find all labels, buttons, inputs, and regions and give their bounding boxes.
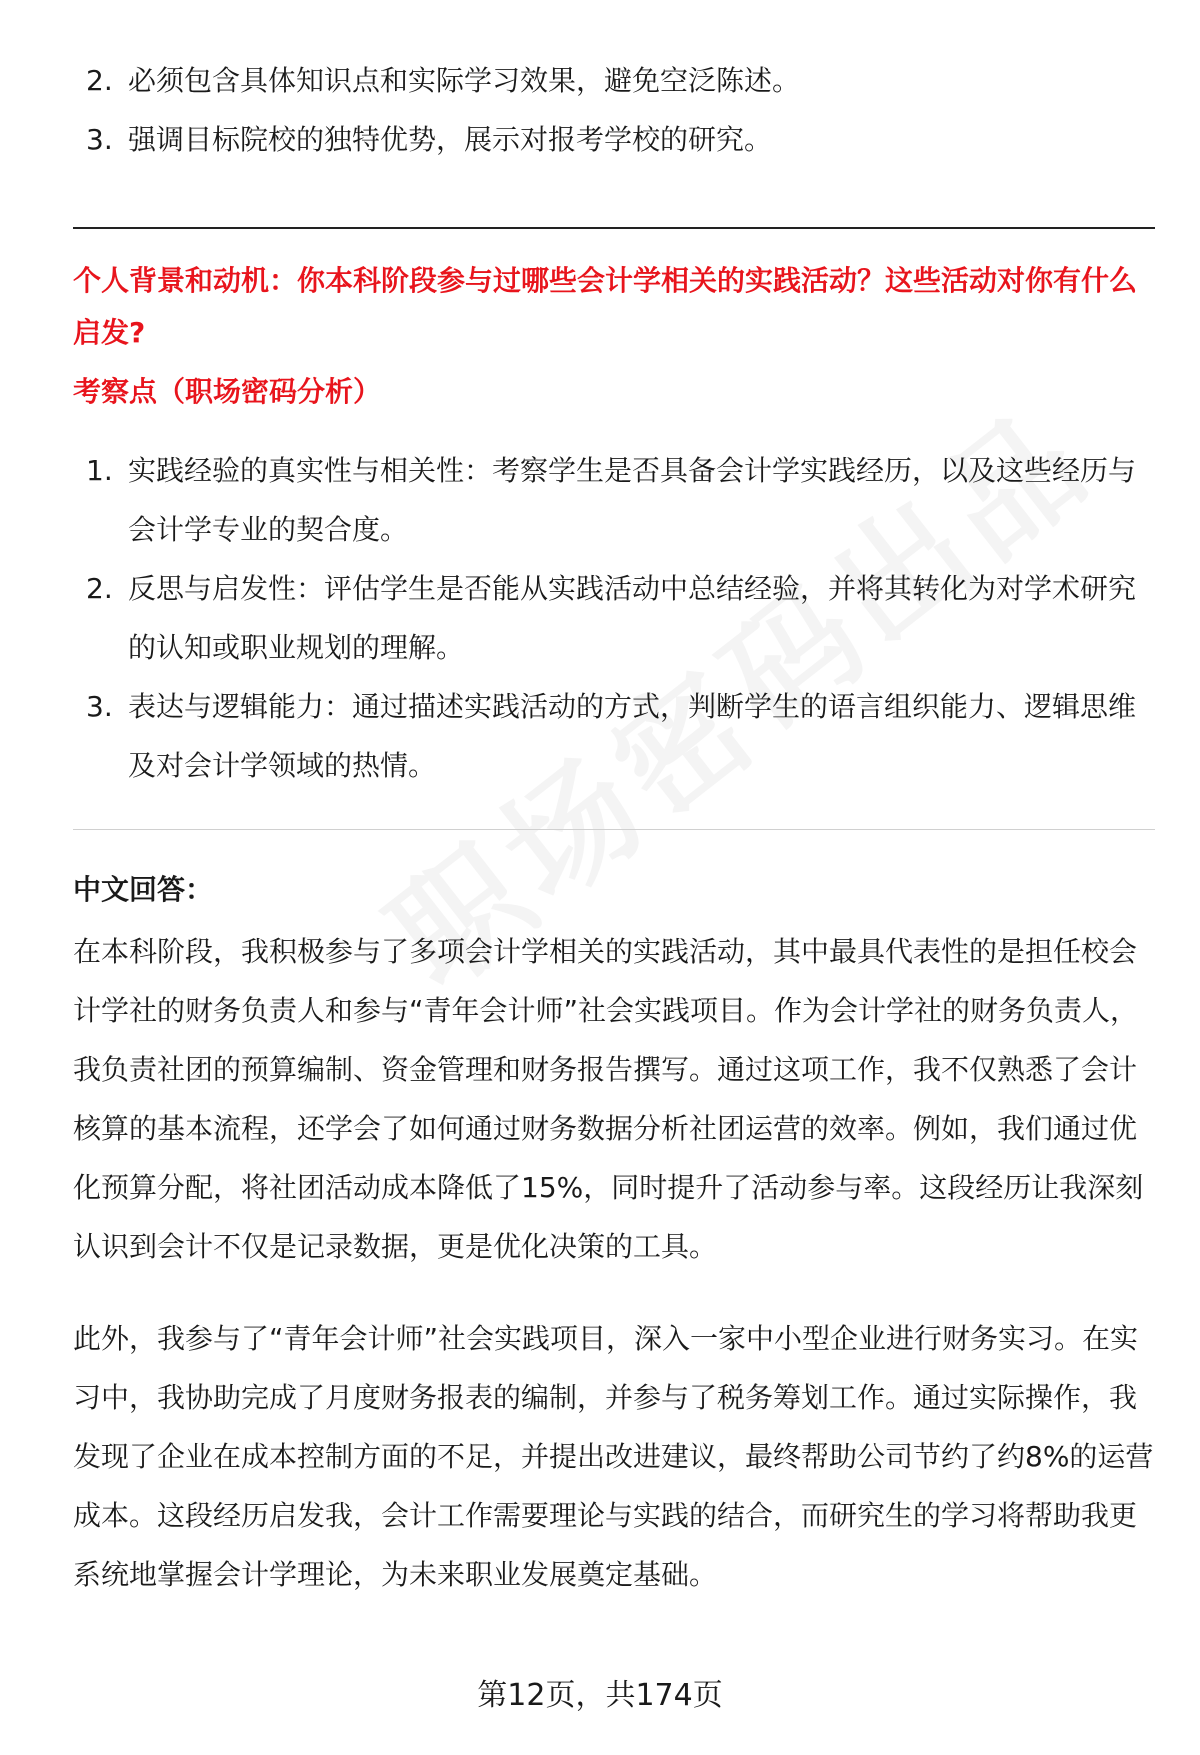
list-item — [73, 110, 1153, 169]
list-item-number: 3. — [86, 690, 113, 723]
assessment-points-list — [73, 441, 1153, 795]
list-item — [73, 559, 1153, 677]
question-title: 个人背景和动机：你本科阶段参与过哪些会计学相关的实践活动？这些活动对你有什么启发? — [73, 264, 1138, 349]
list-item-number: 3. — [86, 123, 113, 156]
list-item-number: 2. — [86, 572, 113, 605]
answer-paragraph-1: 在本科阶段，我积极参与了多项会计学相关的实践活动，其中最具代表性的是担任校会计学社的财务负责人和参与“青年会计师”社会实践项目。作为会计学社的财务负责人，我负责社团的预算编制、资金管理和财务报告撰写。通过这项工作，我不仅熟悉了会计核算的基本流程，还学会了如何通过财务数据分析社团运营的效率。例如，我们通过优化预算分配，将社团活动成本降低了15%，同时提升了活动参与率。这段经历让我深刻认识到会计不仅是记录数据，更是优化决策的工具。 — [73, 935, 1144, 1263]
guideline-list — [73, 51, 1153, 169]
list-item-text: 实践经验的真实性与相关性：考察学生是否具备会计学实践经历，以及这些经历与会计学专业的契合度。 — [128, 454, 1137, 546]
list-item-text: 必须包含具体知识点和实际学习效果，避免空泛陈述。 — [128, 64, 801, 97]
list-item-text: 反思与启发性：评估学生是否能从实践活动中总结经验，并将其转化为对学术研究的认知或职业规划的理解。 — [128, 572, 1137, 664]
section-divider-light — [73, 829, 1155, 830]
page-number: 第12页，共174页 — [477, 1678, 723, 1713]
list-item-number: 1. — [86, 454, 113, 487]
answer-paragraph-2: 此外，我参与了“青年会计师”社会实践项目，深入一家中小型企业进行财务实习。在实习中，我协助完成了月度财务报表的编制，并参与了税务筹划工作。通过实际操作，我发现了企业在成本控制方面的不足，并提出改进建议，最终帮助公司节约了约8%的运营成本。这段经历启发我，会计工作需要理论与实践的结合，而研究生的学习将帮助我更系统地掌握会计学理论，为未来职业发展奠定基础。 — [73, 1322, 1154, 1591]
assessment-points-heading: 考察点（职场密码分析） — [73, 375, 382, 408]
list-item — [73, 677, 1153, 795]
answer-heading: 中文回答： — [73, 873, 214, 906]
list-item — [73, 51, 1153, 110]
section-divider — [73, 227, 1155, 229]
list-item-number: 2. — [86, 64, 113, 97]
list-item-text: 表达与逻辑能力：通过描述实践活动的方式，判断学生的语言组织能力、逻辑思维及对会计学领域的热情。 — [128, 690, 1137, 782]
list-item — [73, 441, 1153, 559]
list-item-text: 强调目标院校的独特优势，展示对报考学校的研究。 — [128, 123, 773, 156]
